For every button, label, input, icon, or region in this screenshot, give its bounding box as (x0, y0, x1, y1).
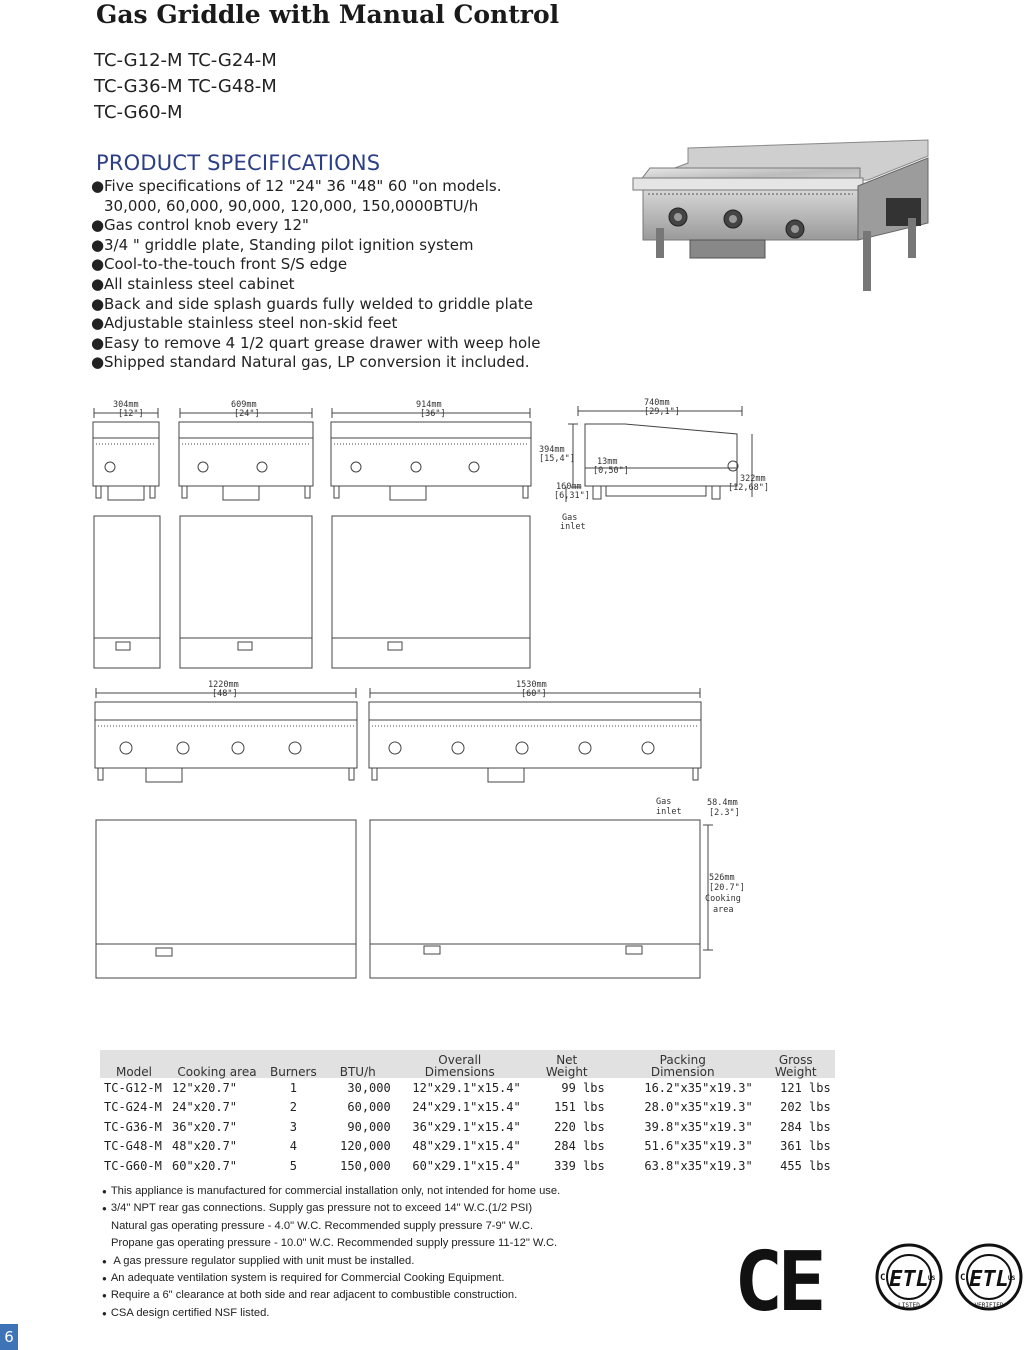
ce-mark: CE (734, 1240, 821, 1318)
spec-bullet-text: 3/4 " griddle plate, Standing pilot ignition system (104, 235, 474, 254)
table-header-line: Packing (659, 1053, 706, 1067)
dim-48-in: [48"] (212, 689, 238, 699)
table-cell: 30,000 (347, 1080, 391, 1095)
certification-logos (734, 1240, 1024, 1318)
cooking-area-label: area (713, 905, 734, 915)
dim-48-mm: 1220mm (208, 680, 239, 690)
bullet-dot: ● (91, 333, 105, 352)
etl-listed-logo (877, 1245, 941, 1309)
table-cell: 24"x20.7" (172, 1100, 238, 1115)
spec-bullet-list (91, 177, 541, 373)
spec-bullet (91, 236, 541, 256)
table-cell: 60"x20.7" (172, 1158, 238, 1173)
bullet-dot: ● (91, 235, 105, 254)
spec-bullet-text: Five specifications of 12 "24" 36 "48" 60 "on models. (104, 177, 502, 195)
dim-12-in: [12"] (118, 409, 144, 419)
table-cell: 202 lbs (780, 1100, 831, 1115)
bullet-dot: ● (102, 1291, 107, 1301)
table-cell: 120,000 (340, 1139, 391, 1154)
dim-24-mm: 609mm (231, 400, 257, 410)
gas-inlet-label: Gas (562, 513, 578, 523)
note-item (102, 1200, 560, 1217)
gas-inlet-label: inlet (560, 522, 586, 532)
note-text: 3/4" NPT rear gas connections. Supply gas pressure not to exceed 14" W.C.(1/2 PSI) (110, 1202, 533, 1215)
table-cell: TC-G36-M (104, 1119, 162, 1134)
dim-12-mm: 304mm (113, 400, 139, 410)
table-cell: 284 lbs (780, 1119, 831, 1134)
note-text: An adequate ventilation system is required for Commercial Cooking Equipment. (110, 1272, 505, 1285)
spec-bullet-text: Adjustable stainless steel non-skid feet (104, 314, 398, 333)
note-item (102, 1270, 560, 1287)
spec-bullet (91, 177, 541, 197)
table-header-line: Burners (270, 1065, 317, 1079)
dim-60-mm: 1530mm (516, 680, 547, 690)
dim-36-in: [36"] (420, 409, 446, 419)
table-cell: 24"x29.1"x15.4" (412, 1100, 521, 1115)
etl-verified-logo (957, 1245, 1021, 1309)
table-header-line: Dimensions (424, 1065, 495, 1079)
bullet-dot: ● (91, 177, 105, 195)
model-line: TC-G60-M (94, 102, 183, 123)
note-item (102, 1235, 560, 1252)
table-header (266, 1050, 321, 1078)
spec-bullet (91, 255, 541, 275)
table-header-line: Cooking area (177, 1065, 257, 1079)
table-cell: 12"x29.1"x15.4" (412, 1080, 521, 1095)
spec-bullet-text: 30,000, 60,000, 90,000, 120,000, 150,0000BTU/h (104, 196, 479, 215)
note-item (102, 1305, 560, 1322)
bullet-dot: ● (91, 353, 105, 372)
spec-table (100, 1050, 835, 1176)
note-text: CSA design certified NSF listed. (110, 1306, 270, 1319)
spec-bullet (91, 295, 541, 315)
bullet-dot: ● (91, 216, 105, 235)
dim-24-in: [24"] (234, 409, 260, 419)
table-row (100, 1137, 835, 1157)
dim-depth-in: [29,1"] (644, 407, 680, 417)
table-cell: 3 (289, 1119, 297, 1134)
dim-depth-mm: 740mm (644, 398, 670, 408)
dim-body-mm: 322mm (740, 474, 766, 484)
spec-heading: PRODUCT SPECIFICATIONS (96, 151, 381, 175)
table-cell: 28.0"x35"x19.3" (644, 1100, 753, 1115)
dim-inlet-mm: 58.4mm (707, 798, 738, 808)
dim-body-in: [12,68"] (728, 483, 769, 493)
spec-bullet (91, 216, 541, 236)
griddle-product-photo (628, 128, 940, 296)
dim-leg-in: [6,31"] (554, 491, 590, 501)
dim-height-in: [15,4"] (539, 454, 575, 464)
table-cell: TC-G48-M (104, 1139, 162, 1154)
table-row (100, 1078, 835, 1098)
table-row (100, 1156, 835, 1176)
table-cell: 5 (289, 1158, 297, 1173)
dim-inlet-in: [2.3"] (709, 808, 740, 818)
note-item (102, 1287, 560, 1304)
bullet-dot: ● (102, 1204, 107, 1214)
spec-bullet (91, 314, 541, 334)
page-number: 6 (0, 1324, 18, 1350)
note-text: Natural gas operating pressure - 4.0" W.C. Recommended supply pressure 7-9" W.C. (111, 1219, 534, 1232)
table-header (395, 1050, 525, 1078)
table-header (321, 1050, 395, 1078)
table-cell: 4 (289, 1139, 297, 1154)
table-cell: 339 lbs (554, 1158, 605, 1173)
etl-ring-text: LISTED (898, 1302, 920, 1309)
table-header (525, 1050, 609, 1078)
dim-height-mm: 394mm (539, 445, 565, 455)
model-line: TC-G12-M TC-G24-M (94, 50, 277, 71)
table-cell: 16.2"x35"x19.3" (644, 1080, 753, 1095)
table-cell: TC-G60-M (104, 1158, 162, 1173)
table-cell: TC-G12-M (104, 1080, 162, 1095)
table-cell: 12"x20.7" (172, 1080, 238, 1095)
table-header-line: Gross (778, 1053, 813, 1067)
etl-ring-text: VERIFIED (974, 1302, 1004, 1309)
etl-c-mark: C (960, 1273, 966, 1283)
table-header (609, 1050, 757, 1078)
table-cell: 48"x29.1"x15.4" (412, 1139, 521, 1154)
table-cell: 51.6"x35"x19.3" (644, 1139, 753, 1154)
table-cell: TC-G24-M (104, 1100, 162, 1115)
table-cell: 361 lbs (780, 1139, 831, 1154)
dimension-drawings (88, 388, 788, 988)
table-cell: 121 lbs (780, 1080, 831, 1095)
table-header-line: BTU/h (339, 1065, 376, 1079)
table-row (100, 1117, 835, 1137)
bullet-dot: ● (91, 274, 105, 293)
spec-bullet-text: Easy to remove 4 1/2 quart grease drawer with weep hole (104, 333, 541, 352)
note-text: This appliance is manufactured for commercial installation only, not intended for home use. (110, 1185, 561, 1197)
table-cell: 39.8"x35"x19.3" (644, 1119, 753, 1134)
table-header (757, 1050, 835, 1078)
table-cell: 455 lbs (780, 1158, 831, 1173)
spec-bullet-text: Back and side splash guards fully welded to griddle plate (104, 294, 534, 313)
dim-cook-in: [20.7"] (709, 883, 745, 893)
dim-edge-mm: 13mm (597, 457, 618, 467)
bullet-dot: ● (102, 1308, 107, 1318)
dim-36-mm: 914mm (416, 400, 442, 410)
note-item (102, 1183, 560, 1200)
spec-bullet-text: Cool-to-the-touch front S/S edge (104, 255, 348, 274)
dim-edge-in: [0,50"] (593, 466, 629, 476)
bullet-dot: ● (102, 1274, 107, 1284)
note-item (102, 1253, 560, 1270)
table-header (168, 1050, 266, 1078)
spec-bullet (91, 197, 541, 217)
table-cell: 220 lbs (554, 1119, 605, 1134)
spec-bullet (91, 353, 541, 373)
table-header-line: Dimension (650, 1065, 715, 1079)
table-cell: 1 (289, 1080, 297, 1095)
note-text: A gas pressure regulator supplied with unit must be installed. (110, 1254, 415, 1267)
table-header-line: Model (115, 1065, 153, 1079)
bullet-dot: ● (91, 255, 105, 274)
gas-inlet-label: Gas (656, 797, 672, 807)
table-cell: 36"x20.7" (172, 1119, 238, 1134)
table-header-line: Weight (545, 1065, 588, 1079)
table-cell: 36"x29.1"x15.4" (412, 1119, 521, 1134)
etl-c-mark: C (880, 1273, 886, 1283)
spec-bullet-text: Shipped standard Natural gas, LP conversion it included. (104, 353, 530, 372)
bullet-dot: ● (102, 1187, 107, 1196)
bullet-dot: ● (91, 314, 105, 333)
spec-bullet (91, 334, 541, 354)
etl-us-mark: US (928, 1275, 936, 1282)
gas-inlet-label: inlet (656, 807, 682, 817)
note-text: Propane gas operating pressure - 10.0" W.C. Recommended supply pressure 11-12" W.C. (111, 1237, 558, 1250)
table-header-line: Overall (438, 1053, 482, 1067)
table-cell: 99 lbs (561, 1080, 605, 1095)
model-list (94, 48, 277, 126)
spec-bullet-text: Gas control knob every 12" (104, 216, 309, 235)
cooking-area-label: Cooking (705, 894, 741, 904)
installation-notes (102, 1183, 560, 1322)
etl-text: ETL (969, 1267, 1009, 1292)
page-title: Gas Griddle with Manual Control (96, 0, 560, 29)
note-item (102, 1218, 560, 1235)
table-header-line: Weight (774, 1065, 817, 1079)
table-cell: 150,000 (340, 1158, 391, 1173)
table-row (100, 1098, 835, 1118)
table-cell: 48"x20.7" (172, 1139, 238, 1154)
etl-us-mark: US (1008, 1275, 1016, 1282)
etl-text: ETL (889, 1267, 929, 1292)
spec-bullet-text: All stainless steel cabinet (104, 274, 295, 293)
table-cell: 60,000 (347, 1100, 391, 1115)
bullet-dot: ● (102, 1256, 107, 1266)
table-header-line: Net (556, 1053, 578, 1067)
model-line: TC-G36-M TC-G48-M (94, 76, 277, 97)
note-text: Require a 6" clearance at both side and rear adjacent to combustible construction. (110, 1289, 518, 1302)
table-cell: 151 lbs (554, 1100, 605, 1115)
table-cell: 90,000 (347, 1119, 391, 1134)
table-cell: 2 (289, 1100, 297, 1115)
dim-cook-mm: 526mm (709, 873, 735, 883)
spec-bullet (91, 275, 541, 295)
table-cell: 60"x29.1"x15.4" (412, 1158, 521, 1173)
dim-leg-mm: 160mm (556, 482, 582, 492)
table-header (100, 1050, 168, 1078)
table-cell: 63.8"x35"x19.3" (644, 1158, 753, 1173)
table-cell: 284 lbs (554, 1139, 605, 1154)
dim-60-in: [60"] (521, 689, 547, 699)
bullet-dot: ● (91, 294, 105, 313)
